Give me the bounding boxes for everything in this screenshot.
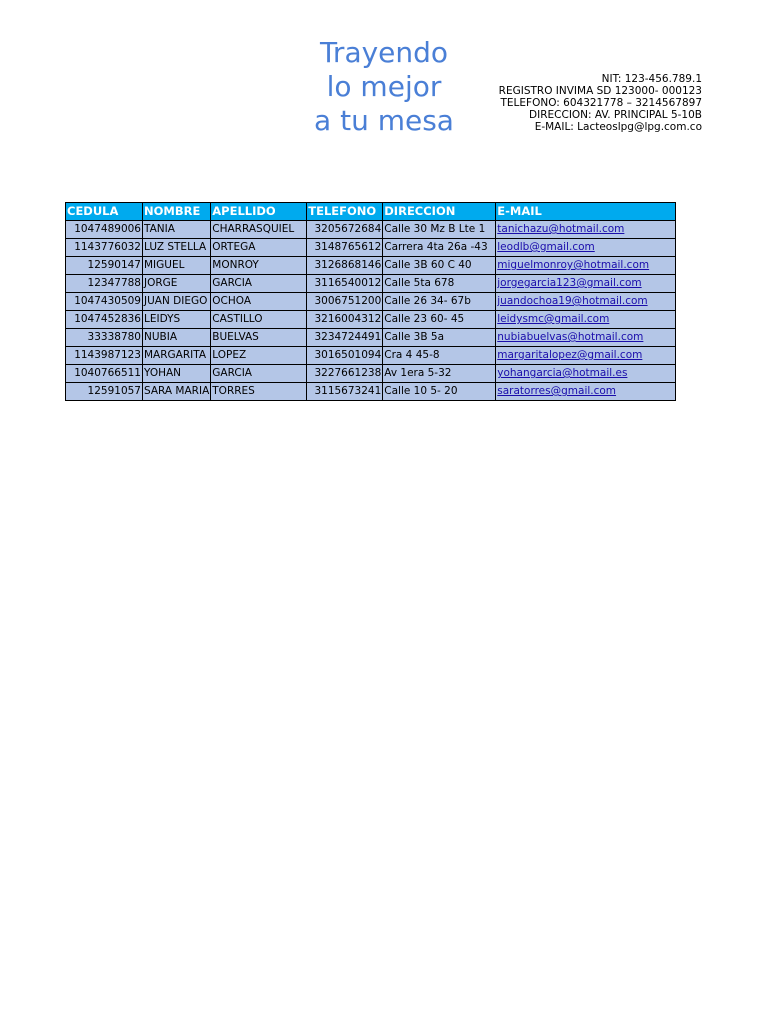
- cell-nombre: SARA MARIA: [143, 383, 211, 401]
- header-apellido: APELLIDO: [211, 203, 307, 221]
- cell-email[interactable]: margaritalopez@gmail.com: [496, 347, 676, 365]
- cell-email[interactable]: miguelmonroy@hotmail.com: [496, 257, 676, 275]
- clients-table: [65, 202, 676, 401]
- cell-nombre: NUBIA: [143, 329, 211, 347]
- cell-nombre: TANIA: [143, 221, 211, 239]
- company-direccion: DIRECCION: AV. PRINCIPAL 5-10B: [529, 109, 702, 121]
- slogan-line-3: a tu mesa: [314, 104, 454, 137]
- cell-email[interactable]: tanichazu@hotmail.com: [496, 221, 676, 239]
- header-cedula: CEDULA: [66, 203, 143, 221]
- cell-cedula: 1047489006: [66, 221, 143, 239]
- table-row: [66, 257, 676, 275]
- cell-apellido: BUELVAS: [211, 329, 307, 347]
- table-row: [66, 311, 676, 329]
- cell-direccion: Cra 4 45-8: [383, 347, 496, 365]
- company-telefono: TELEFONO: 604321778 – 3214567897: [500, 97, 702, 109]
- cell-email[interactable]: leodlb@gmail.com: [496, 239, 676, 257]
- cell-cedula: 1047430509: [66, 293, 143, 311]
- cell-apellido: GARCIA: [211, 275, 307, 293]
- cell-direccion: Calle 30 Mz B Lte 1: [383, 221, 496, 239]
- cell-cedula: 12347788: [66, 275, 143, 293]
- table-row: [66, 239, 676, 257]
- cell-nombre: YOHAN: [143, 365, 211, 383]
- header-telefono: TELEFONO: [307, 203, 383, 221]
- cell-email[interactable]: juandochoa19@hotmail.com: [496, 293, 676, 311]
- cell-telefono: 3006751200: [307, 293, 383, 311]
- cell-email[interactable]: nubiabuelvas@hotmail.com: [496, 329, 676, 347]
- header-email: E-MAIL: [496, 203, 676, 221]
- table-row: [66, 383, 676, 401]
- cell-apellido: MONROY: [211, 257, 307, 275]
- cell-apellido: TORRES: [211, 383, 307, 401]
- company-nit: NIT: 123-456.789.1: [601, 73, 702, 85]
- cell-nombre: MARGARITA: [143, 347, 211, 365]
- company-registro: REGISTRO INVIMA SD 123000- 000123: [498, 85, 702, 97]
- cell-nombre: JORGE: [143, 275, 211, 293]
- cell-telefono: 3016501094: [307, 347, 383, 365]
- header-nombre: NOMBRE: [143, 203, 211, 221]
- cell-apellido: GARCIA: [211, 365, 307, 383]
- cell-direccion: Calle 3B 5a: [383, 329, 496, 347]
- cell-nombre: LUZ STELLA: [143, 239, 211, 257]
- cell-direccion: Carrera 4ta 26a -43: [383, 239, 496, 257]
- slogan-line-2: lo mejor: [326, 70, 442, 103]
- table-row: [66, 365, 676, 383]
- cell-cedula: 33338780: [66, 329, 143, 347]
- table-row: [66, 329, 676, 347]
- cell-nombre: LEIDYS: [143, 311, 211, 329]
- company-info: [499, 73, 702, 133]
- cell-apellido: OCHOA: [211, 293, 307, 311]
- cell-cedula: 12591057: [66, 383, 143, 401]
- cell-email[interactable]: jorgegarcia123@gmail.com: [496, 275, 676, 293]
- cell-telefono: 3126868146: [307, 257, 383, 275]
- table-row: [66, 275, 676, 293]
- table-row: [66, 293, 676, 311]
- cell-apellido: CASTILLO: [211, 311, 307, 329]
- cell-direccion: Calle 10 5- 20: [383, 383, 496, 401]
- cell-telefono: 3216004312: [307, 311, 383, 329]
- cell-nombre: MIGUEL: [143, 257, 211, 275]
- cell-cedula: 1040766511: [66, 365, 143, 383]
- slogan-line-1: Trayendo: [319, 36, 449, 69]
- cell-telefono: 3205672684: [307, 221, 383, 239]
- table-body: [66, 221, 676, 401]
- cell-apellido: LOPEZ: [211, 347, 307, 365]
- cell-apellido: ORTEGA: [211, 239, 307, 257]
- slogan: [284, 36, 484, 138]
- company-email: E-MAIL: Lacteoslpg@lpg.com.co: [534, 121, 702, 133]
- cell-cedula: 1143987123: [66, 347, 143, 365]
- cell-telefono: 3234724491: [307, 329, 383, 347]
- cell-cedula: 12590147: [66, 257, 143, 275]
- cell-email[interactable]: yohangarcia@hotmail.es: [496, 365, 676, 383]
- cell-telefono: 3115673241: [307, 383, 383, 401]
- cell-email[interactable]: leidysmc@gmail.com: [496, 311, 676, 329]
- cell-telefono: 3116540012: [307, 275, 383, 293]
- table-row: [66, 221, 676, 239]
- cell-telefono: 3227661238: [307, 365, 383, 383]
- cell-email[interactable]: saratorres@gmail.com: [496, 383, 676, 401]
- cell-direccion: Calle 23 60- 45: [383, 311, 496, 329]
- cell-apellido: CHARRASQUIEL: [211, 221, 307, 239]
- header-direccion: DIRECCION: [383, 203, 496, 221]
- cell-direccion: Av 1era 5-32: [383, 365, 496, 383]
- cell-direccion: Calle 5ta 678: [383, 275, 496, 293]
- cell-direccion: Calle 26 34- 67b: [383, 293, 496, 311]
- table-row: [66, 347, 676, 365]
- cell-direccion: Calle 3B 60 C 40: [383, 257, 496, 275]
- cell-telefono: 3148765612: [307, 239, 383, 257]
- cell-cedula: 1047452836: [66, 311, 143, 329]
- table-header-row: [66, 203, 676, 221]
- cell-cedula: 1143776032: [66, 239, 143, 257]
- cell-nombre: JUAN DIEGO: [143, 293, 211, 311]
